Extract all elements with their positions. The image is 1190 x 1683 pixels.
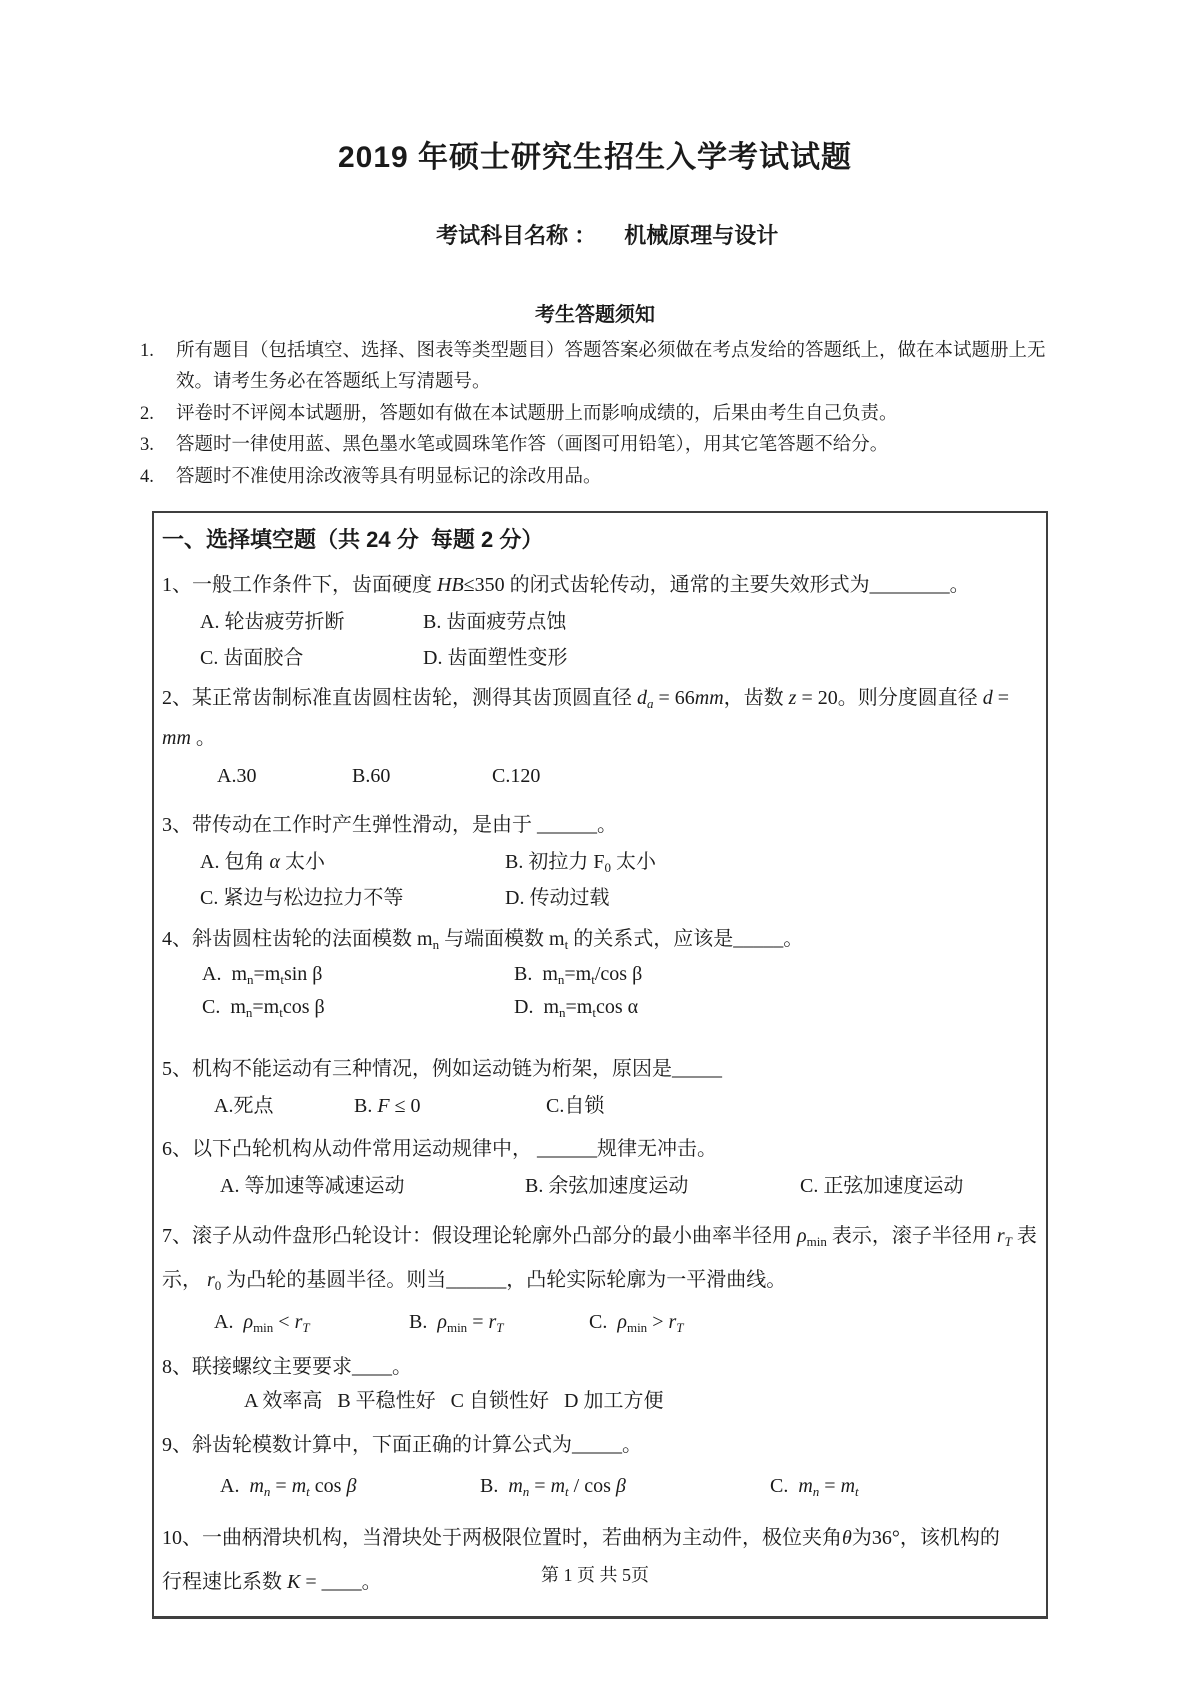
- questions: [162, 566, 1040, 1604]
- option: B. 齿面疲劳点蚀: [423, 610, 567, 633]
- subject-line: [0, 193, 1190, 279]
- option: C. 齿面胶合: [200, 646, 304, 669]
- option: B. $\rho_{min} = r_T$: [409, 1310, 504, 1335]
- subject-value: 机械原理与设计: [624, 222, 779, 248]
- notice-number: 1.: [140, 340, 154, 361]
- question-1: [162, 566, 1040, 676]
- question-9: [162, 1426, 1040, 1504]
- question-stem: 示， $r_0$ 为凸轮的基圆半径。则当______，凸轮实际轮廓为一平滑曲线。: [162, 1268, 787, 1293]
- page-footer: 第 1 页 共 5页: [541, 1565, 649, 1585]
- subject-label: 考试科目名称 ：: [436, 222, 597, 248]
- options-row: [162, 758, 1040, 794]
- notice-text: 所有题目（包括填空、选择、图表等类型题目）答题答案必须做在考点发给的答题纸上，做在本试题册上无效。请考生务必在答题纸上写清题号。: [176, 340, 1046, 393]
- options-row: [162, 991, 1040, 1024]
- option: D. 传动过载: [505, 886, 610, 909]
- option: D. $m_n=m_t\cos$ α: [514, 995, 639, 1020]
- notice-item-3: [140, 430, 1048, 461]
- notice-number: 3.: [140, 435, 154, 456]
- options-row: [162, 844, 1040, 880]
- option: A.死点: [214, 1094, 274, 1117]
- notice-text: 评卷时不评阅本试题册，答题如有做在本试题册上而影响成绩的，后果由考生自己负责。: [176, 403, 898, 424]
- exam-title: 2019 年硕士研究生招生入学考试试题: [337, 141, 853, 174]
- question-stem: 7、滚子从动件盘形凸轮设计：假设理论轮廓外凸部分的最小曲率半径用 $\rho_{min}$ 表示，滚子半径用 $r_T$ 表: [162, 1224, 1037, 1249]
- section-box: [152, 511, 1048, 1619]
- notice-text: 答题时不准使用涂改液等具有明显标记的涂改用品。: [176, 466, 602, 487]
- options-row: [162, 1304, 1040, 1340]
- notice-item-2: [140, 399, 1048, 430]
- options-row: [162, 880, 1040, 916]
- question-stem: 3、带传动在工作时产生弹性滑动，是由于 ______。: [162, 813, 617, 836]
- section-title: 一、选择填空题（共 24 分 每题 2 分）: [162, 526, 544, 552]
- question-stem: 9、斜齿轮模数计算中，下面正确的计算公式为_____。: [162, 1433, 642, 1456]
- option: B. F ≤ 0: [354, 1094, 421, 1117]
- question-2: [162, 678, 1040, 794]
- question-3: [162, 806, 1040, 916]
- option: A. $\rho_{min} < r_T$: [214, 1310, 310, 1335]
- question-stem: 2、某正常齿制标准直齿圆柱齿轮，测得其齿顶圆直径 $d_a = 66mm$，齿数 z = 20。则分度圆直径 d =: [162, 686, 1010, 711]
- option: C. 紧边与松边拉力不等: [200, 886, 404, 909]
- question-stem: 5、机构不能运动有三种情况，例如运动链为桁架，原因是_____: [162, 1057, 722, 1080]
- options-row: [162, 1386, 1040, 1416]
- question-stem: 1、一般工作条件下，齿面硬度 HB≤350 的闭式齿轮传动，通常的主要失效形式为________。: [162, 573, 970, 596]
- option: D. 齿面塑性变形: [423, 646, 568, 669]
- option: C.自锁: [546, 1094, 605, 1117]
- option: A 效率高 B 平稳性好 C 自锁性好 D 加工方便: [244, 1389, 664, 1412]
- notice-title: 考生答题须知: [535, 303, 655, 326]
- notice-number: 2.: [140, 403, 154, 424]
- question-stem: 4、斜齿圆柱齿轮的法面模数 $m_n$ 与端面模数 $m_t$ 的关系式，应该是_____。: [162, 927, 804, 952]
- notice-item-4: [140, 462, 1048, 493]
- question-4: [162, 920, 1040, 1024]
- options-row: [162, 640, 1040, 676]
- option: C.120: [492, 764, 541, 787]
- question-stem: 8、联接螺纹主要要求____。: [162, 1355, 412, 1378]
- option: A. 等加速等减速运动: [220, 1174, 405, 1197]
- question-stem: 10、一曲柄滑块机构，当滑块处于两极限位置时，若曲柄为主动件，极位夹角θ为36°，该机构的: [162, 1526, 1000, 1549]
- question-stem: mm 。: [162, 726, 216, 749]
- question-6: [162, 1130, 1040, 1204]
- option: B. 初拉力 $F_0$ 太小: [505, 850, 656, 875]
- options-row: [162, 1088, 1040, 1124]
- option: B. $m_n=m_t/\cos$ β: [514, 962, 643, 987]
- option: A. 轮齿疲劳折断: [200, 610, 345, 633]
- option: B.60: [352, 764, 391, 787]
- option: C. 正弦加速度运动: [800, 1174, 964, 1197]
- option: C. $m_n = m_t$: [770, 1474, 859, 1499]
- option: B. $m_n = m_t / \cos \beta$: [480, 1474, 626, 1499]
- question-7: [162, 1214, 1040, 1340]
- question-10: [162, 1516, 1040, 1604]
- notice-item-1: [140, 336, 1048, 399]
- question-8: [162, 1348, 1040, 1416]
- notice-text: 答题时一律使用蓝、黑色墨水笔或圆珠笔作答（画图可用铅笔），用其它笔答题不给分。: [176, 435, 889, 456]
- question-stem: 行程速比系数 K = ____。: [162, 1570, 382, 1593]
- option: C. $m_n=m_t\cos$ β: [202, 995, 325, 1020]
- options-row: [162, 1168, 1040, 1204]
- options-row: [162, 1468, 1040, 1504]
- notice-number: 4.: [140, 466, 154, 487]
- option: A.30: [217, 764, 257, 787]
- notice-list: [140, 336, 1048, 493]
- option: A. $m_n = m_t$ cos β: [220, 1474, 357, 1499]
- options-row: [162, 604, 1040, 640]
- question-5: [162, 1050, 1040, 1124]
- option: A. 包角 α 太小: [200, 850, 325, 873]
- options-row: [162, 958, 1040, 991]
- option: B. 余弦加速度运动: [525, 1174, 689, 1197]
- option: A. $m_n=m_t\sin$ β: [202, 962, 323, 987]
- option: C. $\rho_{min} > r_T$: [589, 1310, 684, 1335]
- question-stem: 6、以下凸轮机构从动件常用运动规律中， ______规律无冲击。: [162, 1137, 717, 1160]
